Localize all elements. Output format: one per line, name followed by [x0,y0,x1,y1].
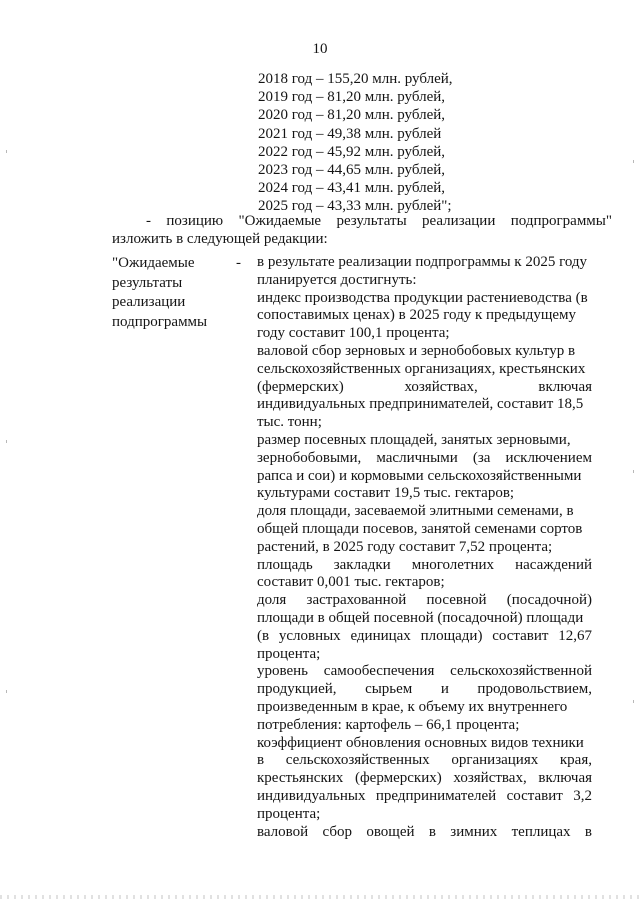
expected-result-line: процента; [257,805,321,822]
expected-result-line: процента; [257,645,321,662]
scan-edge-mark [6,440,7,443]
funding-line-2024: 2024 год – 43,41 млн. рублей, [258,180,446,197]
instruction-word: - [146,213,151,229]
instruction-word: реализации [422,213,496,229]
expected-result-word: составит [506,787,563,804]
expected-result-word: (в [257,627,270,644]
expected-result-line: растений, в 2025 году составит 7,52 процента; [257,538,553,555]
expected-result-line [257,824,592,842]
instruction-word: подпрограммы" [510,213,612,229]
expected-result-word: посевной [426,592,487,609]
funding-by-year-list [258,70,558,216]
expected-result-word: площади) [420,627,483,644]
expected-result-word: сельскохозяйственной [450,663,592,680]
expected-result-word: единицах [350,627,411,644]
expected-result-line: произведенным в крае, к объему их внутреннего [257,698,568,715]
expected-result-line: сопоставимых ценах) в 2025 году к предыдущему [257,307,577,324]
expected-result-word: овощей [366,823,415,840]
expected-result-word: 3,2 [573,787,592,804]
funding-line-2019: 2019 год – 81,20 млн. рублей, [258,89,446,106]
expected-result-word: зернобобовыми, [257,449,362,466]
funding-line-2025: 2025 год – 43,33 млн. рублей"; [258,198,452,215]
expected-result-line: общей площади посевов, занятой семенами сортов [257,520,583,537]
expected-result-line: индекс производства продукции растениеводства (в [257,289,588,306]
expected-result-line: доля площади, засеваемой элитными семенами, в [257,503,574,520]
expected-result-word: сельскохозяйственных [285,752,430,769]
funding-line-2020: 2020 год – 81,20 млн. рублей, [258,107,446,124]
expected-result-word: хозяйствах, [404,378,478,395]
expected-result-word: в [257,752,265,769]
expected-result-word: хозяйствах, [453,770,527,787]
expected-result-line: планируется достигнуть: [257,271,417,288]
expected-result-line: потребления: картофель – 66,1 процента; [257,716,520,733]
expected-result-line [257,450,592,468]
position-label-line: подпрограммы [112,313,208,330]
expected-result-word: валовой [257,823,309,840]
expected-result-line [257,681,592,699]
expected-result-word: (посадочной) [506,592,592,609]
position-label-line: реализации [112,294,186,311]
expected-result-line [257,592,592,610]
expected-result-word: (фермерских) [257,378,344,395]
expected-result-line: размер посевных площадей, занятых зерновыми, [257,431,571,448]
position-label [112,254,232,332]
position-label-line: результаты [112,274,183,291]
funding-line-2022: 2022 год – 45,92 млн. рублей, [258,143,446,160]
expected-result-line [257,752,592,770]
expected-result-word: организациях [451,752,539,769]
expected-result-word: 12,67 [558,627,592,644]
expected-result-word: (за [472,449,491,466]
position-label-line: "Ожидаемые [112,255,195,271]
expected-result-word: крестьянских [257,770,344,787]
expected-result-word: продовольствием, [477,681,592,698]
amendment-instruction-line-1 [112,212,612,230]
scan-edge-mark [6,150,7,153]
expected-result-word: теплицах [511,823,571,840]
expected-result-word: края, [559,752,592,769]
expected-result-line: коэффициент обновления основных видов техники [257,734,584,751]
expected-result-line: составит 0,001 тыс. гектаров; [257,574,445,591]
expected-result-word: индивидуальных [257,787,366,804]
expected-result-word: самообеспечения [323,663,435,680]
expected-result-word: включая [538,770,592,787]
expected-result-word: сырьем [365,681,413,698]
expected-result-word: (фермерских) [354,770,442,787]
expected-result-word: исключением [505,449,592,466]
scan-edge-mark [633,470,634,473]
scan-edge-mark [633,160,634,163]
expected-result-line [257,557,592,575]
expected-result-word: насаждений [515,556,592,573]
expected-result-line [257,788,592,806]
expected-result-line: рапса и сои) и кормовыми сельскохозяйственными [257,467,582,484]
funding-line-2018: 2018 год – 155,20 млн. рублей, [258,71,453,87]
expected-result-word: сбор [322,823,352,840]
expected-result-line: тыс. тонн; [257,414,322,431]
expected-result-line: площади в общей посевной (посадочной) площади [257,609,584,626]
scan-edge-mark [633,700,634,703]
expected-result-line: индивидуальных предпринимателей, составит 18,5 [257,396,584,413]
funding-line-2021: 2021 год – 49,38 млн. рублей [258,125,442,142]
page-number: 10 [312,41,328,57]
expected-result-word: продукцией, [257,681,337,698]
expected-result-line [257,663,592,681]
expected-result-word: составит [492,627,549,644]
funding-line-2023: 2023 год – 44,65 млн. рублей, [258,161,446,178]
expected-result-word: застрахованной [306,592,407,609]
amendment-instruction-line-2: изложить в следующей редакции: [112,231,328,247]
expected-result-line: сельскохозяйственных организациях, крестьянских [257,360,586,377]
expected-result-word: доля [257,592,287,609]
expected-result-word: многолетних [411,556,495,573]
expected-result-line: году составит 100,1 процента; [257,325,450,342]
expected-result-word: уровень [257,663,309,680]
expected-result-word: условных [278,627,341,644]
scan-edge-mark [6,690,7,693]
expected-result-word: площадь [257,556,313,573]
expected-result-word: и [440,681,449,698]
expected-result-word: в [428,823,436,840]
expected-result-line [257,770,592,788]
expected-result-word: в [584,823,592,840]
expected-results-text [257,254,592,841]
expected-result-line [257,628,592,646]
scan-artifact-dots [0,895,640,899]
expected-result-line: культурами составит 19,5 тыс. гектаров; [257,485,515,502]
instruction-word: позицию [166,213,224,229]
expected-result-line: в результате реализации подпрограммы к 2025 году [257,254,588,270]
expected-result-word: масличными [376,449,458,466]
expected-result-word: закладки [333,556,391,573]
amendment-instruction [112,212,612,248]
expected-result-word: включая [538,378,592,395]
label-value-dash: - [236,255,241,271]
expected-result-word: предпринимателей [375,787,497,804]
instruction-word: "Ожидаемые [238,213,322,229]
instruction-word: результаты [336,213,407,229]
expected-result-line [257,379,592,397]
expected-result-word: зимних [450,823,498,840]
expected-result-line: валовой сбор зерновых и зернобобовых культур в [257,342,576,359]
